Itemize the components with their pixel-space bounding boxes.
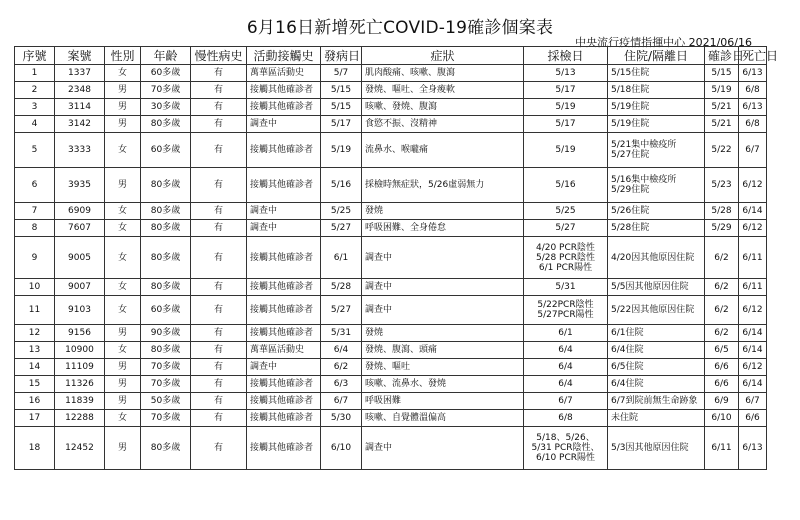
cell-chronic: 有 (191, 359, 247, 376)
cell-hospital: 5/15住院 (608, 65, 705, 82)
cell-chronic: 有 (191, 376, 247, 393)
cell-sampling: 5/19 (524, 133, 608, 168)
cell-confirmed: 6/9 (705, 393, 739, 410)
cell-chronic: 有 (191, 279, 247, 296)
cell-seq: 13 (15, 342, 55, 359)
cell-age: 80多歲 (141, 116, 191, 133)
cell-case-no: 3935 (55, 168, 105, 203)
cell-symptoms: 發燒、嘔吐、全身痠軟 (362, 82, 524, 99)
cell-age: 80多歲 (141, 168, 191, 203)
cell-onset: 5/15 (321, 82, 362, 99)
cell-hospital: 5/21集中檢疫所 5/27住院 (608, 133, 705, 168)
cell-contact: 接觸其他確診者 (247, 133, 321, 168)
cell-sex: 男 (105, 99, 141, 116)
cell-contact: 接觸其他確診者 (247, 325, 321, 342)
cell-death: 6/12 (739, 220, 767, 237)
table-row (15, 410, 767, 427)
table-row (15, 342, 767, 359)
cell-contact: 調查中 (247, 220, 321, 237)
cell-case-no: 9103 (55, 296, 105, 325)
table-row (15, 203, 767, 220)
cell-onset: 5/28 (321, 279, 362, 296)
cell-death: 6/12 (739, 296, 767, 325)
table-row (15, 116, 767, 133)
cell-chronic: 有 (191, 427, 247, 470)
cell-symptoms: 食慾不振、沒精神 (362, 116, 524, 133)
cell-contact: 萬華區活動史 (247, 342, 321, 359)
cell-seq: 3 (15, 99, 55, 116)
col-header-onset: 發病日 (321, 47, 362, 65)
cell-confirmed: 6/2 (705, 296, 739, 325)
cell-symptoms: 咳嗽、自覺體溫偏高 (362, 410, 524, 427)
cell-seq: 17 (15, 410, 55, 427)
col-header-death: 死亡日 (739, 47, 767, 65)
cell-contact: 調查中 (247, 116, 321, 133)
cell-age: 80多歲 (141, 279, 191, 296)
cell-case-no: 9005 (55, 237, 105, 279)
cell-case-no: 9156 (55, 325, 105, 342)
cell-contact: 接觸其他確診者 (247, 410, 321, 427)
cell-sampling: 5/31 (524, 279, 608, 296)
cell-sex: 女 (105, 220, 141, 237)
cell-symptoms: 肌肉酸痛、咳嗽、腹瀉 (362, 65, 524, 82)
cell-sex: 女 (105, 203, 141, 220)
cell-seq: 15 (15, 376, 55, 393)
table-row (15, 99, 767, 116)
cell-seq: 8 (15, 220, 55, 237)
cell-hospital: 6/1住院 (608, 325, 705, 342)
cell-age: 80多歲 (141, 203, 191, 220)
cell-confirmed: 5/15 (705, 65, 739, 82)
cell-seq: 4 (15, 116, 55, 133)
table-row (15, 359, 767, 376)
cell-hospital: 6/4住院 (608, 342, 705, 359)
cell-contact: 接觸其他確診者 (247, 237, 321, 279)
cell-confirmed: 6/2 (705, 325, 739, 342)
cell-age: 70多歲 (141, 359, 191, 376)
cell-onset: 5/16 (321, 168, 362, 203)
cell-symptoms: 調查中 (362, 427, 524, 470)
cell-sex: 女 (105, 342, 141, 359)
cell-sex: 男 (105, 116, 141, 133)
cell-confirmed: 5/28 (705, 203, 739, 220)
cell-death: 6/12 (739, 168, 767, 203)
cell-confirmed: 5/19 (705, 82, 739, 99)
cell-sex: 女 (105, 133, 141, 168)
cell-confirmed: 6/10 (705, 410, 739, 427)
cell-sampling: 5/27 (524, 220, 608, 237)
cell-sampling: 5/18、5/26、 5/31 PCR陰性、 6/10 PCR陽性 (524, 427, 608, 470)
cell-symptoms: 呼吸困難 (362, 393, 524, 410)
cell-chronic: 有 (191, 168, 247, 203)
cell-case-no: 1337 (55, 65, 105, 82)
cell-case-no: 2348 (55, 82, 105, 99)
cell-symptoms: 咳嗽、流鼻水、發燒 (362, 376, 524, 393)
table-row (15, 427, 767, 470)
cell-onset: 6/4 (321, 342, 362, 359)
cell-case-no: 11839 (55, 393, 105, 410)
col-header-chronic: 慢性病史 (191, 47, 247, 65)
cell-case-no: 7607 (55, 220, 105, 237)
header-row (15, 47, 767, 65)
col-header-contact: 活動接觸史 (247, 47, 321, 65)
cell-onset: 5/17 (321, 116, 362, 133)
cell-hospital: 5/16集中檢疫所 5/29住院 (608, 168, 705, 203)
cell-contact: 調查中 (247, 203, 321, 220)
cell-case-no: 10900 (55, 342, 105, 359)
cell-age: 50多歲 (141, 393, 191, 410)
cell-sampling: 5/17 (524, 116, 608, 133)
cell-death: 6/7 (739, 393, 767, 410)
cell-case-no: 11109 (55, 359, 105, 376)
cell-chronic: 有 (191, 65, 247, 82)
cell-age: 70多歲 (141, 410, 191, 427)
cell-death: 6/8 (739, 82, 767, 99)
cell-chronic: 有 (191, 296, 247, 325)
cell-death: 6/12 (739, 359, 767, 376)
cell-onset: 5/30 (321, 410, 362, 427)
col-header-confirmed: 確診日 (705, 47, 739, 65)
cell-sampling: 6/1 (524, 325, 608, 342)
cell-chronic: 有 (191, 342, 247, 359)
table-row (15, 220, 767, 237)
cell-hospital: 5/19住院 (608, 116, 705, 133)
cell-sampling: 5/19 (524, 99, 608, 116)
table-row (15, 393, 767, 410)
cell-case-no: 9007 (55, 279, 105, 296)
table-row (15, 82, 767, 99)
cell-symptoms: 調查中 (362, 279, 524, 296)
cell-chronic: 有 (191, 203, 247, 220)
page-title: 6月16日新增死亡COVID-19確診個案表 (246, 18, 554, 38)
cell-sampling: 6/4 (524, 376, 608, 393)
cell-chronic: 有 (191, 410, 247, 427)
table-row (15, 133, 767, 168)
cell-onset: 6/2 (321, 359, 362, 376)
cell-seq: 18 (15, 427, 55, 470)
col-header-seq: 序號 (15, 47, 55, 65)
cell-onset: 5/27 (321, 296, 362, 325)
cell-contact: 接觸其他確診者 (247, 99, 321, 116)
cell-confirmed: 6/5 (705, 342, 739, 359)
col-header-sex: 性別 (105, 47, 141, 65)
cell-hospital: 4/20因其他原因住院 (608, 237, 705, 279)
cell-case-no: 6909 (55, 203, 105, 220)
cell-sampling: 5/17 (524, 82, 608, 99)
cell-onset: 5/31 (321, 325, 362, 342)
cell-hospital: 5/18住院 (608, 82, 705, 99)
cell-seq: 7 (15, 203, 55, 220)
cell-symptoms: 發燒 (362, 325, 524, 342)
cell-symptoms: 調查中 (362, 237, 524, 279)
cell-confirmed: 6/6 (705, 359, 739, 376)
cell-onset: 5/7 (321, 65, 362, 82)
cell-sampling: 5/13 (524, 65, 608, 82)
cell-chronic: 有 (191, 99, 247, 116)
cell-death: 6/14 (739, 376, 767, 393)
cell-hospital: 5/5因其他原因住院 (608, 279, 705, 296)
cell-death: 6/11 (739, 279, 767, 296)
cell-sampling: 5/25 (524, 203, 608, 220)
cell-sex: 男 (105, 427, 141, 470)
cell-onset: 5/19 (321, 133, 362, 168)
cell-onset: 6/7 (321, 393, 362, 410)
cell-sex: 女 (105, 279, 141, 296)
cell-contact: 接觸其他確診者 (247, 376, 321, 393)
cell-sex: 女 (105, 237, 141, 279)
cell-symptoms: 流鼻水、喉嚨痛 (362, 133, 524, 168)
col-header-sampling: 採檢日 (524, 47, 608, 65)
cell-chronic: 有 (191, 220, 247, 237)
cell-hospital: 未住院 (608, 410, 705, 427)
cell-sampling: 6/4 (524, 359, 608, 376)
cell-chronic: 有 (191, 393, 247, 410)
cell-onset: 5/15 (321, 99, 362, 116)
cell-death: 6/7 (739, 133, 767, 168)
table-row (15, 376, 767, 393)
cell-confirmed: 6/6 (705, 376, 739, 393)
cell-confirmed: 5/21 (705, 99, 739, 116)
cell-contact: 萬華區活動史 (247, 65, 321, 82)
cell-hospital: 6/4住院 (608, 376, 705, 393)
cell-age: 60多歲 (141, 133, 191, 168)
cell-sampling: 5/22PCR陰性 5/27PCR陽性 (524, 296, 608, 325)
cell-sampling: 6/4 (524, 342, 608, 359)
cell-sex: 女 (105, 65, 141, 82)
cell-death: 6/11 (739, 237, 767, 279)
cell-age: 80多歲 (141, 237, 191, 279)
table-row (15, 296, 767, 325)
col-header-symptoms: 症狀 (362, 47, 524, 65)
cell-contact: 接觸其他確診者 (247, 393, 321, 410)
cell-sex: 男 (105, 82, 141, 99)
cell-symptoms: 採檢時無症狀，5/26虛弱無力 (362, 168, 524, 203)
cell-contact: 接觸其他確診者 (247, 296, 321, 325)
cell-hospital: 5/3因其他原因住院 (608, 427, 705, 470)
cell-death: 6/13 (739, 427, 767, 470)
cell-contact: 接觸其他確診者 (247, 427, 321, 470)
cell-seq: 11 (15, 296, 55, 325)
cell-age: 80多歲 (141, 427, 191, 470)
cell-symptoms: 咳嗽、發燒、腹瀉 (362, 99, 524, 116)
cell-death: 6/6 (739, 410, 767, 427)
cell-onset: 5/25 (321, 203, 362, 220)
cell-onset: 5/27 (321, 220, 362, 237)
cell-hospital: 5/19住院 (608, 99, 705, 116)
table-row (15, 168, 767, 203)
cell-case-no: 12288 (55, 410, 105, 427)
cell-hospital: 5/22因其他原因住院 (608, 296, 705, 325)
cell-symptoms: 調查中 (362, 296, 524, 325)
table-row (15, 325, 767, 342)
cell-chronic: 有 (191, 325, 247, 342)
cell-age: 30多歲 (141, 99, 191, 116)
cell-symptoms: 發燒、腹瀉、頭痛 (362, 342, 524, 359)
cell-age: 60多歲 (141, 65, 191, 82)
cell-case-no: 3142 (55, 116, 105, 133)
col-header-hospital: 住院/隔離日 (608, 47, 705, 65)
cell-seq: 16 (15, 393, 55, 410)
cell-contact: 接觸其他確診者 (247, 279, 321, 296)
cell-sex: 男 (105, 168, 141, 203)
cell-seq: 6 (15, 168, 55, 203)
cell-confirmed: 5/21 (705, 116, 739, 133)
cell-chronic: 有 (191, 133, 247, 168)
cell-seq: 9 (15, 237, 55, 279)
cases-table (14, 46, 779, 470)
cell-hospital: 6/5住院 (608, 359, 705, 376)
cell-death: 6/14 (739, 325, 767, 342)
cell-hospital: 5/28住院 (608, 220, 705, 237)
cell-onset: 6/3 (321, 376, 362, 393)
cell-case-no: 11326 (55, 376, 105, 393)
cell-seq: 12 (15, 325, 55, 342)
cell-age: 70多歲 (141, 376, 191, 393)
cell-sex: 女 (105, 410, 141, 427)
cell-seq: 5 (15, 133, 55, 168)
cell-contact: 調查中 (247, 359, 321, 376)
cell-sex: 男 (105, 359, 141, 376)
cell-onset: 6/10 (321, 427, 362, 470)
table-row (15, 237, 767, 279)
cell-age: 90多歲 (141, 325, 191, 342)
cell-confirmed: 5/23 (705, 168, 739, 203)
table-row (15, 65, 767, 82)
cell-seq: 2 (15, 82, 55, 99)
cell-contact: 接觸其他確診者 (247, 82, 321, 99)
cell-seq: 10 (15, 279, 55, 296)
cell-sex: 男 (105, 376, 141, 393)
cell-age: 60多歲 (141, 296, 191, 325)
cell-onset: 6/1 (321, 237, 362, 279)
cell-chronic: 有 (191, 116, 247, 133)
cell-chronic: 有 (191, 237, 247, 279)
cell-age: 70多歲 (141, 82, 191, 99)
cell-age: 80多歲 (141, 220, 191, 237)
cell-death: 6/13 (739, 99, 767, 116)
cell-case-no: 3114 (55, 99, 105, 116)
cell-death: 6/13 (739, 65, 767, 82)
source-agency-date: 中央流行疫情指揮中心 2021/06/16 (575, 36, 752, 49)
cell-sex: 男 (105, 325, 141, 342)
cell-death: 6/14 (739, 203, 767, 220)
cell-confirmed: 5/22 (705, 133, 739, 168)
table-row (15, 279, 767, 296)
cell-symptoms: 發燒、嘔吐 (362, 359, 524, 376)
cell-death: 6/14 (739, 342, 767, 359)
cell-case-no: 12452 (55, 427, 105, 470)
cell-sampling: 5/16 (524, 168, 608, 203)
cell-sampling: 6/7 (524, 393, 608, 410)
cell-chronic: 有 (191, 82, 247, 99)
col-header-case-no: 案號 (55, 47, 105, 65)
cell-seq: 14 (15, 359, 55, 376)
cell-sampling: 4/20 PCR陰性 5/28 PCR陰性 6/1 PCR陽性 (524, 237, 608, 279)
cell-sex: 男 (105, 393, 141, 410)
cell-death: 6/8 (739, 116, 767, 133)
cell-symptoms: 呼吸困難、全身倦怠 (362, 220, 524, 237)
cell-confirmed: 5/29 (705, 220, 739, 237)
cell-confirmed: 6/2 (705, 237, 739, 279)
case-rows (15, 65, 767, 470)
col-header-age: 年齡 (141, 47, 191, 65)
cell-confirmed: 6/11 (705, 427, 739, 470)
cell-symptoms: 發燒 (362, 203, 524, 220)
cell-hospital: 6/7到院前無生命跡象 (608, 393, 705, 410)
cell-sampling: 6/8 (524, 410, 608, 427)
cell-case-no: 3333 (55, 133, 105, 168)
cell-sex: 女 (105, 296, 141, 325)
cell-contact: 接觸其他確診者 (247, 168, 321, 203)
cell-seq: 1 (15, 65, 55, 82)
cell-confirmed: 6/2 (705, 279, 739, 296)
cell-age: 80多歲 (141, 342, 191, 359)
cell-hospital: 5/26住院 (608, 203, 705, 220)
